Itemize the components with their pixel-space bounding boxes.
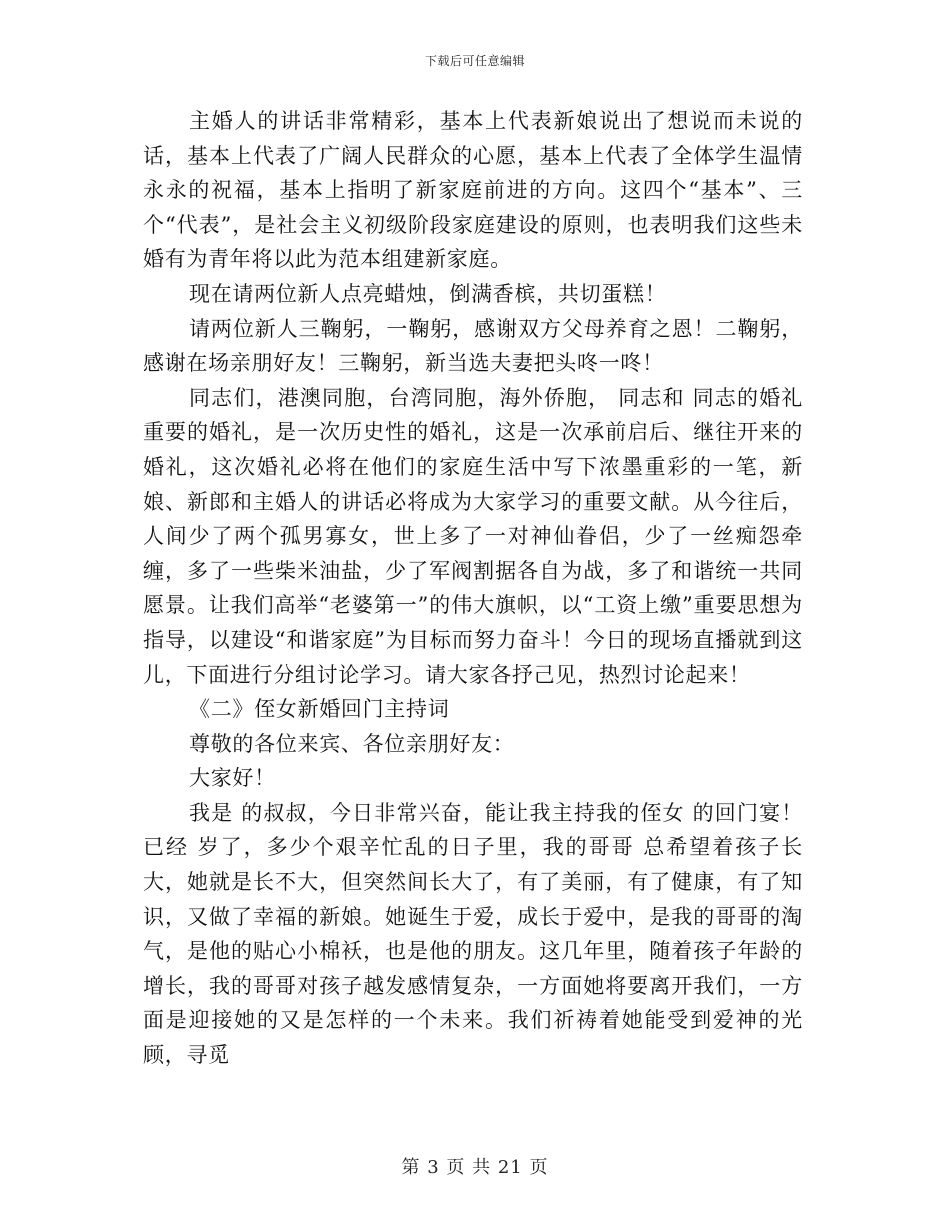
paragraph-3: 请两位新人三鞠躬，一鞠躬，感谢双方父母养育之恩！二鞠躬，感谢在场亲朋好友！三鞠躬，新当选夫妻把头咚一咚！ bbox=[143, 316, 803, 376]
paragraph-5: 我是 的叔叔，今日非常兴奋，能让我主持我的侄女 的回门宴！已经 岁了，多少个艰辛忙乱的日子里，我的哥哥 总希望着孩子长大，她就是长不大，但突然间长大了，有了美丽，有了健康，有了知识，又做了幸福的新娘。她诞生于爱，成长于爱中，是我的哥哥的淘气，是他的贴心小棉袄，也是他的朋友。这几年里，随着孩子年龄的增长，我的哥哥对孩子越发感情复杂，一方面她将要离开我们，一方面是迎接她的又是怎样的一个未来。我们祈祷着她能受到爱神的光顾，寻觅 bbox=[143, 800, 803, 1068]
paragraph-1: 主婚人的讲话非常精彩，基本上代表新娘说出了想说而未说的话，基本上代表了广阔人民群众的心愿，基本上代表了全体学生温情永永的祝福，基本上指明了新家庭前进的方向。这四个“基本”、三个“代表”，是社会主义初级阶段家庭建设的原则，也表明我们这些未婚有为青年将以此为范本组建新家庭。 bbox=[143, 109, 803, 272]
greeting: 大家好！ bbox=[189, 766, 276, 791]
paragraph-2: 现在请两位新人点亮蜡烛，倒满香槟，共切蛋糕！ bbox=[189, 281, 667, 306]
page-header: 下载后可任意编辑 bbox=[424, 54, 525, 68]
salutation: 尊敬的各位来宾、各位亲朋好友： bbox=[189, 731, 515, 756]
document-body bbox=[143, 104, 803, 1073]
section-heading: 《二》侄女新婚回门主持词 bbox=[189, 697, 450, 722]
page-footer: 第 3 页 共 21 页 bbox=[401, 1157, 549, 1178]
paragraph-4: 同志们，港澳同胞，台湾同胞，海外侨胞， 同志和 同志的婚礼重要的婚礼，是一次历史性的婚礼，这是一次承前启后、继往开来的婚礼，这次婚礼必将在他们的家庭生活中写下浓墨重彩的一笔，新娘、新郎和主婚人的讲话必将成为大家学习的重要文献。从今往后，人间少了两个孤男寡女，世上多了一对神仙眷侣，少了一丝痴怨牵缠，多了一些柴米油盐，少了军阀割据各自为战，多了和谐统一共同愿景。让我们高举“老婆第一”的伟大旗帜，以“工资上缴”重要思想为指导，以建设“和谐家庭”为目标而努力奋斗！今日的现场直播就到这儿，下面进行分组讨论学习。请大家各抒己见，热烈讨论起来！ bbox=[143, 385, 803, 687]
